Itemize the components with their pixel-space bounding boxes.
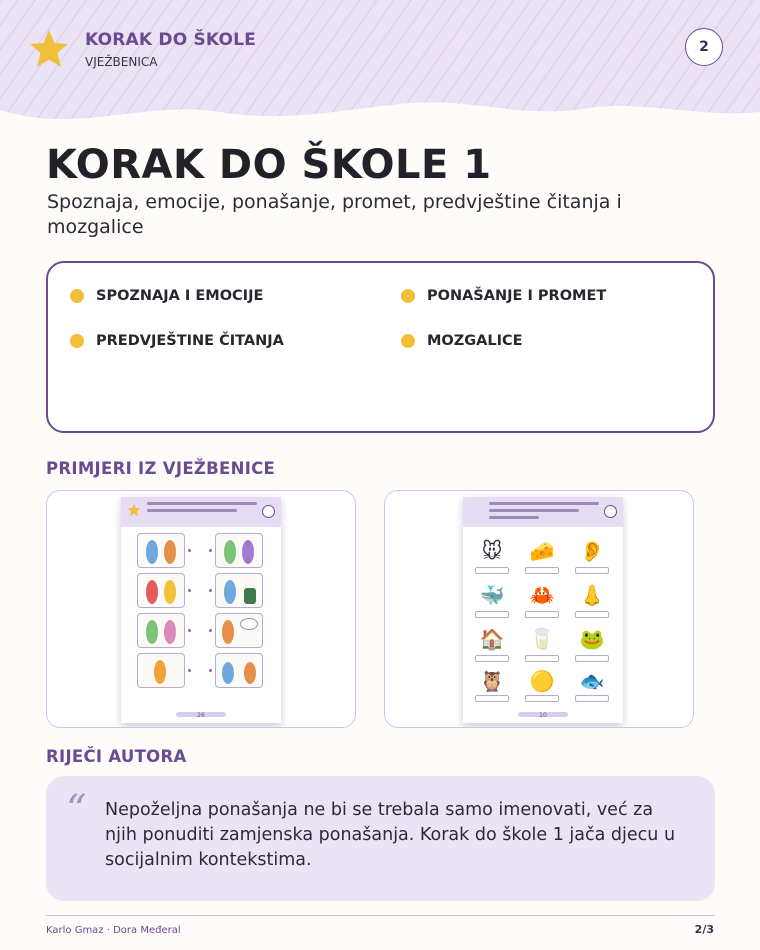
child-figure-icon [146, 620, 158, 644]
child-figure-icon [242, 540, 254, 564]
behaviour-matching-worksheet-icon [121, 497, 281, 723]
scene-frame [215, 653, 263, 688]
example-card-right[interactable] [384, 490, 694, 728]
brand-name: KORAK DO ŠKOLE [85, 30, 257, 50]
footer-divider [46, 915, 715, 916]
mouse-icon: 🐭 [481, 539, 503, 563]
answer-box [525, 611, 559, 618]
child-figure-icon [164, 580, 176, 604]
sheet-text-line [489, 509, 579, 512]
topic-item [70, 288, 263, 304]
star-icon [127, 503, 141, 517]
page-title: KORAK DO ŠKOLE 1 [46, 142, 492, 188]
answer-box [475, 695, 509, 702]
quote-mark-icon: “ [66, 787, 87, 833]
child-figure-icon [244, 662, 256, 684]
sheet-page-number: 26 [197, 712, 205, 719]
scene-frame [137, 573, 185, 608]
scene-frame [215, 533, 263, 568]
match-dot [209, 589, 212, 592]
answer-box [525, 655, 559, 662]
answer-box [525, 695, 559, 702]
answer-box [575, 695, 609, 702]
owl-icon: 🦉 [479, 669, 505, 693]
bullet-dot-icon [70, 289, 84, 303]
child-figure-icon [224, 580, 236, 604]
author-quote-box [46, 776, 715, 901]
glass-icon: 🥛 [529, 627, 555, 651]
child-figure-icon [224, 540, 236, 564]
quote-section-title: RIJEČI AUTORA [46, 747, 187, 766]
topic-item [70, 333, 284, 349]
answer-box [575, 611, 609, 618]
scene-frame [137, 533, 185, 568]
topics-box [46, 261, 715, 433]
answer-box [475, 611, 509, 618]
sheet-page-number: 10 [539, 712, 547, 719]
house-icon: 🏠 [479, 627, 505, 651]
scene-frame [215, 573, 263, 608]
nose-icon: 👃 [579, 583, 605, 607]
star-icon [28, 28, 70, 70]
puddle-icon: 🟡 [529, 669, 555, 693]
sheet-text-line [147, 502, 257, 505]
topic-item [401, 288, 606, 304]
child-figure-icon [154, 660, 166, 684]
match-dot [188, 549, 191, 552]
footer-page: 2/3 [694, 923, 714, 936]
match-dot [188, 669, 191, 672]
page-header [0, 0, 760, 130]
child-figure-icon [164, 540, 176, 564]
topic-item [401, 333, 523, 349]
child-figure-icon [146, 540, 158, 564]
frog-icon: 🐸 [579, 627, 605, 651]
sheet-badge [604, 505, 617, 518]
bullet-dot-icon [70, 334, 84, 348]
answer-box [525, 567, 559, 574]
whale-icon: 🐳 [479, 583, 505, 607]
topic-label: PONAŠANJE I PROMET [427, 288, 607, 304]
crab-icon: 🦀 [529, 583, 555, 607]
speech-bubble-icon [240, 618, 258, 630]
quote-text: Nepoželjna ponašanja ne bi se trebala samo imenovati, već za njih ponuditi zamjenska ponašanja. Korak do škole 1 jača djecu u socijalnim kontekstima. [105, 800, 676, 870]
scene-frame [137, 653, 185, 688]
footer-authors: Karlo Gmaz · Dora Međeral [46, 925, 181, 936]
sheet-text-line [147, 509, 237, 512]
answer-box [575, 655, 609, 662]
cheese-icon: 🧀 [529, 539, 555, 563]
topic-label: SPOZNAJA I EMOCIJE [96, 288, 264, 304]
bullet-dot-icon [401, 289, 415, 303]
topic-label: MOZGALICE [427, 333, 523, 349]
child-figure-icon [164, 620, 176, 644]
child-figure-icon [222, 662, 234, 684]
answer-box [475, 655, 509, 662]
fish-icon: 🐟 [579, 669, 605, 693]
example-card-left[interactable] [46, 490, 356, 728]
match-dot [188, 629, 191, 632]
scene-frame [137, 613, 185, 648]
page-number-badge: 2 [685, 28, 723, 66]
bullet-dot-icon [401, 334, 415, 348]
sheet-text-line [489, 502, 599, 505]
sheet-text-line [489, 516, 539, 519]
bin-icon [244, 588, 256, 604]
examples-section-title: PRIMJERI IZ VJEŽBENICE [46, 459, 276, 478]
topic-label: PREDVJEŠTINE ČITANJA [96, 333, 284, 349]
page-subtitle: Spoznaja, emocije, ponašanje, promet, predvještine čitanja i mozgalice [47, 191, 622, 238]
word-picture-worksheet-icon [463, 497, 623, 723]
ear-icon: 👂 [579, 539, 605, 563]
answer-box [475, 567, 509, 574]
match-dot [209, 549, 212, 552]
answer-box [575, 567, 609, 574]
brand-subtitle: VJEŽBENICA [85, 55, 158, 69]
match-dot [209, 669, 212, 672]
child-figure-icon [146, 580, 158, 604]
child-figure-icon [222, 620, 234, 644]
match-dot [209, 629, 212, 632]
match-dot [188, 589, 191, 592]
sheet-badge [262, 505, 275, 518]
scene-frame [215, 613, 263, 648]
